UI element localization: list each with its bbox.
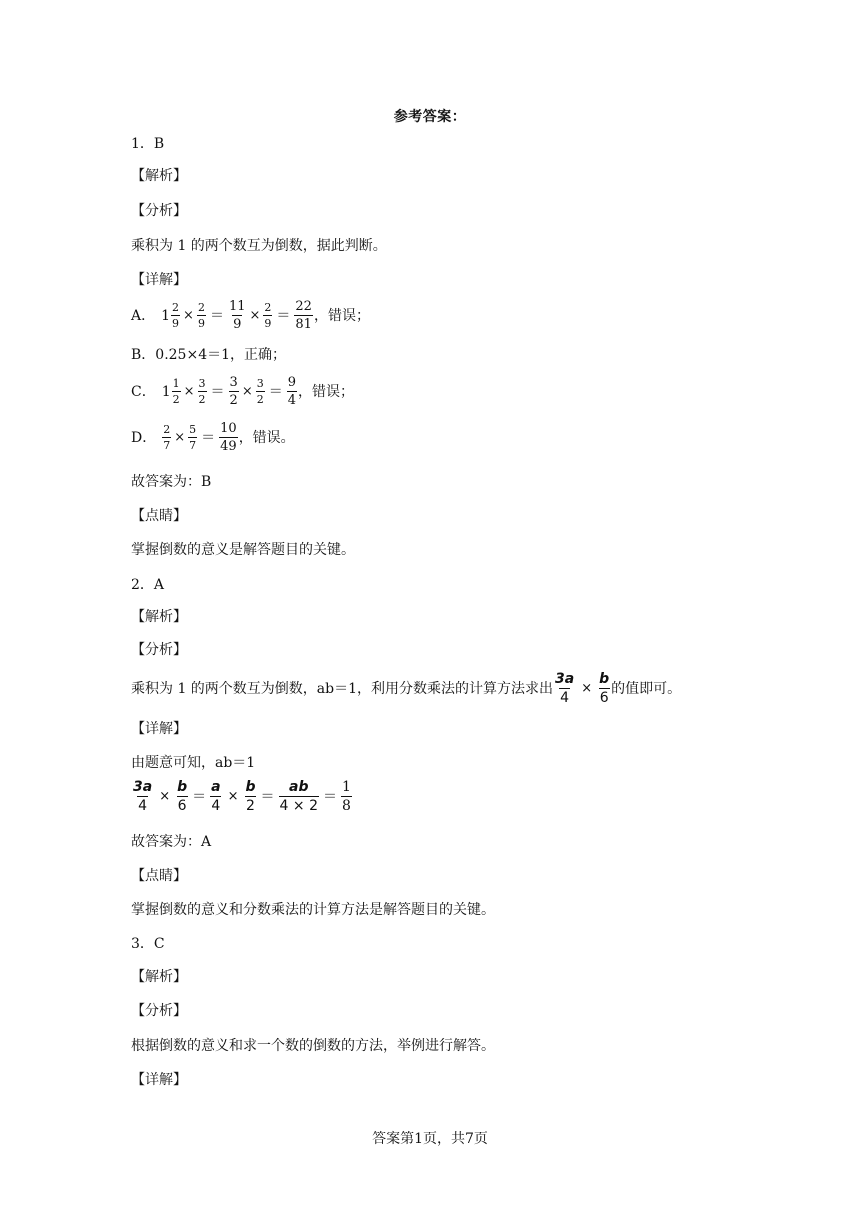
q1-fenxi-text: 乘积为 1 的两个数互为倒数，据此判断。 [131, 238, 387, 254]
q3-answer: 3．C [131, 936, 165, 952]
q2-fenxi-heading: 【分析】 [131, 642, 187, 658]
times-sign: × [174, 429, 186, 445]
q2-dianjing-text: 掌握倒数的意义和分数乘法的计算方法是解答题目的关键。 [131, 902, 495, 918]
q1-option-a [131, 300, 370, 331]
times-sign: × [241, 383, 253, 399]
equals-sign: ＝ [192, 788, 207, 805]
q1-option-c [131, 376, 354, 407]
q3-xiangjie-heading: 【详解】 [131, 1072, 187, 1088]
q2-given: 由题意可知，ab＝1 [131, 755, 256, 771]
page-footer: 答案第1页，共7页 [372, 1131, 488, 1147]
fraction: $\frac{2}{9}$ [197, 301, 205, 330]
fraction: $\frac{b}{6}$ [177, 779, 188, 814]
fraction: $\frac{11}{9}$ [228, 299, 246, 332]
times-sign: × [249, 307, 261, 323]
q2-fenxi-text [131, 672, 681, 705]
whole-number: 1 [161, 307, 171, 324]
q2-conclusion: 故答案为：A [131, 834, 212, 850]
q1-fenxi-heading: 【分析】 [131, 203, 187, 219]
times-sign: × [581, 680, 593, 696]
fraction: $\frac{9}{4}$ [287, 375, 297, 408]
q3-fenxi-heading: 【分析】 [131, 1003, 187, 1019]
option-a-label: A． [131, 307, 156, 324]
fraction: $\frac{3}{2}$ [256, 377, 264, 406]
q2-dianjing-heading: 【点睛】 [131, 868, 187, 884]
fraction: $\frac{3a}{4}$ [133, 779, 153, 814]
option-d-label: D． [131, 429, 157, 446]
q1-option-d [131, 422, 295, 453]
q1-jiexi-heading: 【解析】 [131, 168, 187, 184]
fraction: $\frac{b}{6}$ [599, 671, 610, 706]
q1-conclusion: 故答案为：B [131, 474, 212, 490]
q1-dianjing-text: 掌握倒数的意义是解答题目的关键。 [131, 542, 355, 558]
times-sign: × [183, 383, 195, 399]
equals-sign: ＝ [210, 383, 225, 400]
page-title: 参考答案： [393, 109, 467, 125]
q2-answer: 2．A [131, 577, 165, 593]
option-d-tail: ，错误。 [238, 429, 295, 446]
fraction: $\frac{3}{2}$ [229, 375, 238, 408]
equals-sign: ＝ [322, 788, 337, 805]
fraction: $\frac{b}{2}$ [245, 779, 256, 814]
q3-jiexi-heading: 【解析】 [131, 969, 187, 985]
q1-option-b: B．0.25×4＝1，正确； [131, 347, 287, 363]
times-sign: × [227, 788, 239, 804]
equals-sign: ＝ [201, 429, 216, 446]
fraction: $\frac{ab}{4 \times 2}$ [279, 779, 318, 814]
fraction: $\frac{2}{9}$ [264, 301, 272, 330]
equals-sign: ＝ [260, 788, 275, 805]
fenxi-text: 乘积为 1 的两个数互为倒数，ab＝1，利用分数乘法的计算方法求出 [131, 680, 554, 697]
fraction: $\frac{2}{7}$ [163, 423, 171, 452]
equals-sign: ＝ [209, 307, 224, 324]
q2-equation [131, 780, 353, 813]
times-sign: × [183, 307, 194, 323]
option-c-label: C． [131, 383, 156, 400]
fenxi-tail: 的值即可。 [611, 680, 682, 697]
option-a-tail: ，错误； [313, 307, 370, 324]
fraction: $\frac{2}{9}$ [172, 301, 180, 330]
fraction: $\frac{22}{81}$ [295, 299, 312, 332]
q1-answer: 1．B [131, 136, 165, 152]
fraction: $\frac{3}{2}$ [198, 377, 206, 406]
fraction: $\frac{1}{8}$ [341, 779, 351, 814]
fraction: $\frac{3a}{4}$ [555, 671, 575, 706]
times-sign: × [159, 788, 171, 804]
q3-fenxi-text: 根据倒数的意义和求一个数的倒数的方法，举例进行解答。 [131, 1038, 495, 1054]
whole-number: 1 [161, 383, 171, 400]
q1-dianjing-heading: 【点睛】 [131, 508, 187, 524]
q1-xiangjie-heading: 【详解】 [131, 272, 187, 288]
fraction: $\frac{10}{49}$ [220, 421, 237, 454]
fraction: $\frac{5}{7}$ [189, 423, 197, 452]
fraction: $\frac{1}{2}$ [172, 377, 180, 406]
equals-sign: ＝ [276, 307, 291, 324]
q2-jiexi-heading: 【解析】 [131, 609, 187, 625]
option-c-tail: ，错误； [298, 383, 355, 400]
equals-sign: ＝ [268, 383, 283, 400]
q2-xiangjie-heading: 【详解】 [131, 721, 187, 737]
fraction: $\frac{a}{4}$ [211, 779, 221, 814]
